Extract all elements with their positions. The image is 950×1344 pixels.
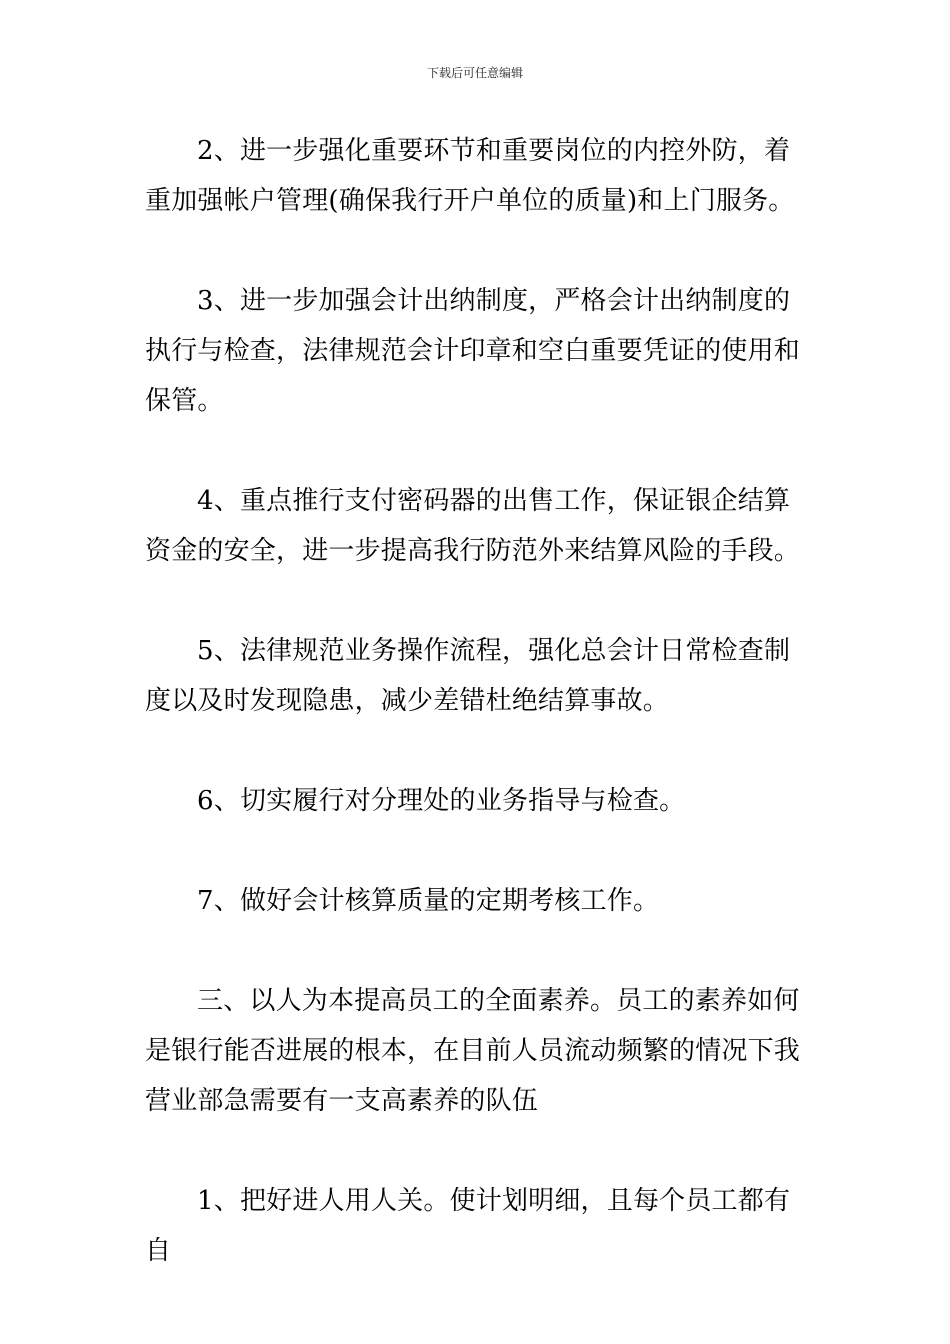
- paragraph-item-6: 6、切实履行对分理处的业务指导与检查。: [197, 786, 686, 816]
- paragraph-item-5: 5、法律规范业务操作流程，强化总会计日常检查制度以及时发现隐患，减少差错杜绝结算事故。: [145, 636, 791, 716]
- paragraph-item-1: 1、把好进人用人关。使计划明细，且每个员工都有自: [145, 1186, 791, 1266]
- paragraph-item-4: 4、重点推行支付密码器的出售工作，保证银企结算资金的安全，进一步提高我行防范外来结算风险的手段。: [145, 486, 801, 566]
- page-header-note: 下载后可任意编辑: [426, 66, 523, 80]
- paragraph-item-7: 7、做好会计核算质量的定期考核工作。: [197, 886, 660, 916]
- paragraph-item-2: 2、进一步强化重要环节和重要岗位的内控外防，着重加强帐户管理(确保我行开户单位的质量)和上门服务。: [145, 136, 795, 216]
- section-heading-three: 三、以人为本提高员工的全面素养。员工的素养如何是银行能否进展的根本，在目前人员流动频繁的情况下我营业部急需要有一支高素养的队伍: [145, 986, 801, 1116]
- document-body: [145, 126, 810, 1326]
- paragraph-item-3: 3、进一步加强会计出纳制度，严格会计出纳制度的执行与检查，法律规范会计印章和空白重要凭证的使用和保管。: [145, 286, 801, 416]
